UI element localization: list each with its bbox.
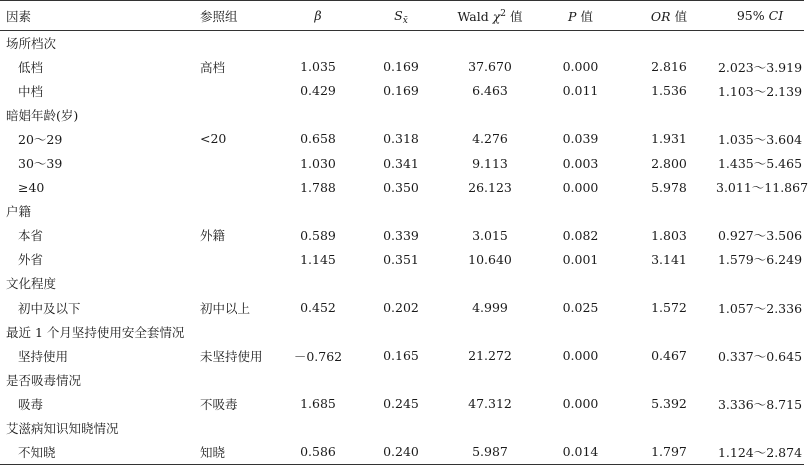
table-header [0,1,804,31]
table-row [0,55,804,79]
header-p [539,1,622,31]
cell-wald: 5.987 [441,440,539,464]
group-title: 户籍 [6,204,32,220]
cell-ci: 1.435～5.465 [717,156,803,172]
header-or-symbol: OR [650,8,671,24]
row-ref [200,151,275,175]
cell-ci: 0.337～0.645 [717,348,803,364]
cell-wald: 6.463 [472,83,508,99]
cell-beta: 0.658 [300,131,336,147]
cell-wald: 21.272 [468,348,512,364]
row-ref: 未坚持使用 [200,348,263,364]
row-label: 30～39 [18,156,63,172]
row-ref: 知晓 [200,440,275,464]
row-label: 吸毒 [18,396,44,412]
header-ref-label: 参照组 [200,8,238,24]
cell-p: 0.000 [562,396,599,412]
cell-se: 0.240 [361,440,441,464]
header-wald-superscript: 2 [500,8,506,19]
cell-p: 0.014 [539,440,622,464]
group-title: 场所档次 [6,35,57,51]
group-row [0,416,804,440]
cell-beta: 1.035 [300,59,336,75]
cell-p: 0.001 [562,251,599,267]
cell-ci: 3.336～8.715 [717,396,803,412]
group-title: 是否吸毒情况 [6,372,82,388]
table-row [0,296,804,320]
cell-or: 2.816 [651,59,687,75]
cell-wald: 4.276 [472,131,508,147]
row-ref: 初中以上 [200,300,251,316]
row-ref [200,79,275,103]
cell-beta: －0.762 [293,348,343,364]
header-factor [0,1,200,31]
cell-se: 0.169 [383,83,419,99]
group-row [0,199,804,223]
cell-or: 1.931 [651,131,687,147]
cell-wald: 37.670 [468,59,512,75]
row-label: 外省 [18,252,44,268]
row-ref: <20 [200,131,227,147]
header-p-suffix: 值 [576,8,593,24]
cell-ci: 1.103～2.139 [717,83,803,99]
cell-beta: 0.429 [300,83,336,99]
row-ref: 外籍 [200,228,226,244]
cell-or: 2.800 [651,155,687,171]
cell-or: 3.141 [651,251,687,267]
row-label: 初中及以下 [18,300,81,316]
table-row [0,175,804,199]
cell-p: 0.011 [562,83,599,99]
table-row [0,392,804,416]
header-beta [275,1,361,31]
table-row [0,223,804,247]
header-wald-chi: χ [492,8,501,24]
header-se-label: S [394,8,403,23]
row-ref: 不吸毒 [200,396,238,412]
group-title: 艾滋病知识知晓情况 [6,421,119,437]
cell-beta: 1.788 [300,179,336,195]
group-row [0,368,804,392]
table-body [0,31,808,465]
cell-wald: 26.123 [468,179,512,195]
header-or-suffix: 值 [670,8,688,24]
header-wald-suffix: 值 [506,8,523,24]
header-wald-prefix: Wald [457,8,493,24]
cell-se: 0.350 [383,179,419,195]
group-row [0,271,804,295]
cell-or: 1.572 [651,300,687,316]
table-row [0,127,804,151]
row-label: 不知晓 [0,440,200,464]
row-label: ≥40 [18,179,45,195]
cell-ci: 0.927～3.506 [717,228,803,244]
cell-se: 0.339 [383,227,419,243]
table-row [0,440,804,464]
cell-wald: 47.312 [468,396,512,412]
group-row [0,31,804,55]
cell-p: 0.039 [562,131,599,147]
cell-or: 1.797 [622,440,716,464]
cell-or: 0.467 [651,348,687,364]
row-label: 低档 [18,59,44,75]
cell-beta: 1.030 [300,155,336,171]
cell-ci: 1.035～3.604 [717,131,803,147]
cell-wald: 3.015 [472,227,508,243]
header-ref [200,1,275,31]
header-ci-symbol: CI [768,8,784,23]
row-ref [200,247,275,271]
cell-se: 0.202 [383,300,419,316]
cell-or: 1.803 [651,227,687,243]
table-row [0,151,804,175]
cell-p: 0.000 [562,179,599,195]
header-wald [441,1,539,31]
row-label: 20～29 [18,131,63,147]
group-title: 文化程度 [6,276,57,292]
cell-se: 0.165 [383,348,419,364]
group-row [0,320,804,344]
table-row [0,247,804,271]
row-label: 坚持使用 [18,348,69,364]
header-p-symbol: P [568,8,577,24]
cell-or: 1.536 [651,83,687,99]
header-row [0,1,804,31]
header-se [361,1,441,31]
cell-or: 5.978 [651,179,687,195]
header-beta-label: β [314,8,322,23]
cell-p: 0.000 [562,348,599,364]
group-row [0,103,804,127]
table-row [0,79,804,103]
cell-beta: 0.586 [275,440,361,464]
row-label: 中档 [18,83,44,99]
cell-p: 0.000 [562,59,599,75]
header-factor-label: 因素 [6,8,32,24]
cell-ci: 1.124～2.874 [716,440,804,464]
row-ref: 高档 [200,59,226,75]
cell-ci: 2.023～3.919 [717,59,803,75]
cell-se: 0.318 [383,131,419,147]
group-title: 暗娼年龄(岁) [6,107,79,123]
row-label: 本省 [18,228,44,244]
cell-ci: 3.011～11.867 [716,180,808,196]
cell-beta: 0.452 [300,300,336,316]
cell-se: 0.341 [383,155,419,171]
cell-ci: 1.057～2.336 [717,300,803,316]
cell-wald: 9.113 [472,155,508,171]
table-row [0,344,804,368]
cell-wald: 10.640 [468,251,512,267]
cell-ci: 1.579～6.249 [717,252,803,268]
cell-p: 0.003 [562,155,599,171]
cell-p: 0.025 [562,300,599,316]
cell-or: 5.392 [651,396,687,412]
cell-wald: 4.999 [472,300,508,316]
group-title: 最近 1 个月坚持使用安全套情况 [6,324,185,340]
cell-se: 0.245 [383,396,419,412]
cell-p: 0.082 [562,227,599,243]
header-or [622,1,716,31]
cell-beta: 1.685 [300,396,336,412]
header-ci [716,1,804,31]
row-ref [200,175,275,199]
cell-se: 0.351 [383,251,419,267]
cell-beta: 1.145 [300,251,336,267]
header-se-subscript: x̄ [402,16,408,26]
header-ci-prefix: 95% [736,8,769,23]
cell-beta: 0.589 [300,227,336,243]
cell-se: 0.169 [383,59,419,75]
